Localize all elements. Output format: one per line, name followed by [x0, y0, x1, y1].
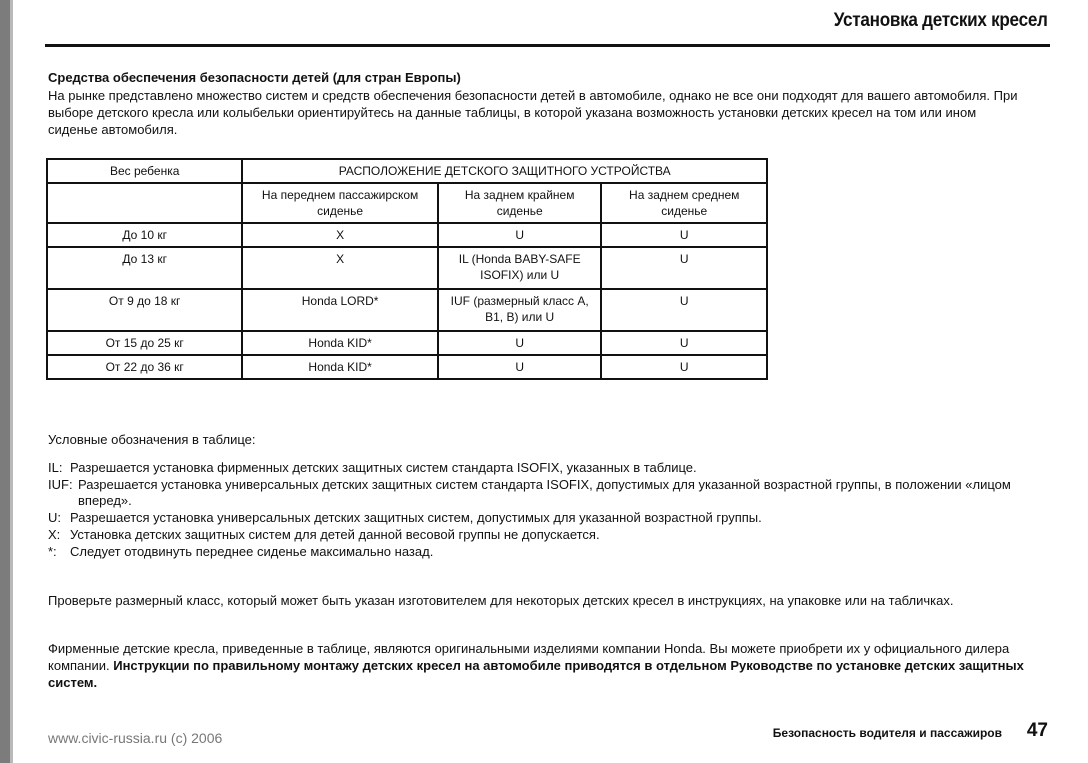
- rear-center-column-header: На заднем среднем сиденье: [601, 183, 767, 223]
- page-number: 47: [1026, 720, 1048, 741]
- legend-code: U:: [48, 510, 61, 525]
- front-seat-column-header: На переднем пассажирском сиденье: [242, 183, 438, 223]
- rear-outer-cell: U: [438, 355, 602, 379]
- table-row: [47, 355, 767, 379]
- page-title: Установка детских кресел: [834, 10, 1048, 31]
- front-seat-cell: Honda KID*: [242, 355, 438, 379]
- installation-instructions-text: Инструкции по правильному монтажу детских кресел на автомобиле приводятся в отдельном Руководстве по установке детских защитных систем.: [48, 658, 1024, 690]
- legend-text: Разрешается установка универсальных детских защитных систем, допустимых для указанной возрастной группы.: [70, 510, 762, 525]
- legend-item: [48, 477, 1038, 509]
- legend-title: Условные обозначения в таблице:: [48, 432, 256, 447]
- rear-outer-column-header: На заднем крайнем сиденье: [438, 183, 602, 223]
- front-seat-cell: Honda KID*: [242, 331, 438, 355]
- table-row: [47, 289, 767, 331]
- weight-cell: До 10 кг: [47, 223, 242, 247]
- legend-code: X:: [48, 527, 61, 542]
- legend-code: *:: [48, 544, 57, 559]
- rear-outer-cell: IUF (размерный класс A, B1, B) или U: [438, 289, 602, 331]
- child-seat-table: [46, 158, 768, 380]
- weight-cell: От 22 до 36 кг: [47, 355, 242, 379]
- rear-center-cell: U: [601, 247, 767, 289]
- front-seat-cell: Honda LORD*: [242, 289, 438, 331]
- original-seats-note: [48, 640, 1043, 691]
- front-seat-cell: X: [242, 223, 438, 247]
- rear-outer-cell: U: [438, 331, 602, 355]
- page-binding-edge: [0, 0, 10, 763]
- size-class-note: Проверьте размерный класс, который может быть указан изготовителем для некоторых детских кресел в инструкциях, на упаковке или на табличках.: [48, 593, 954, 608]
- page-binding-shadow: [10, 0, 13, 763]
- original-seats-text: Фирменные детские кресла, приведенные в таблице, являются оригинальными изделиями компании Honda. Вы можете приобрети их у официального дилера компании.: [48, 641, 1010, 673]
- table-row: [47, 223, 767, 247]
- rear-center-cell: U: [601, 289, 767, 331]
- weight-cell: От 9 до 18 кг: [47, 289, 242, 331]
- legend-item: [48, 527, 1038, 543]
- rear-center-cell: U: [601, 223, 767, 247]
- legend-item: [48, 544, 1038, 560]
- weight-cell: До 13 кг: [47, 247, 242, 289]
- section-heading: Средства обеспечения безопасности детей (для стран Европы): [48, 70, 461, 85]
- rear-center-cell: U: [601, 355, 767, 379]
- rear-center-cell: U: [601, 331, 767, 355]
- legend-text: Установка детских защитных систем для детей данной весовой группы не допускается.: [70, 527, 600, 542]
- legend-code: IUF:: [48, 477, 73, 492]
- legend-list: [48, 460, 1038, 561]
- rear-outer-cell: IL (Honda BABY-SAFE ISOFIX) или U: [438, 247, 602, 289]
- watermark-url: www.civic-russia.ru (c) 2006: [48, 730, 223, 746]
- rear-outer-cell: U: [438, 223, 602, 247]
- title-divider: [45, 44, 1050, 47]
- table-row: [47, 247, 767, 289]
- legend-text: Следует отодвинуть переднее сиденье максимально назад.: [70, 544, 434, 559]
- weight-cell: От 15 до 25 кг: [47, 331, 242, 355]
- legend-text: Разрешается установка фирменных детских защитных систем стандарта ISOFIX, указанных в таблице.: [70, 460, 697, 475]
- front-seat-cell: X: [242, 247, 438, 289]
- legend-item: [48, 460, 1038, 476]
- seat-position-group-header: РАСПОЛОЖЕНИЕ ДЕТСКОГО ЗАЩИТНОГО УСТРОЙСТВА: [242, 159, 767, 183]
- weight-header-spacer: [47, 183, 242, 223]
- weight-column-header: Вес ребенка: [47, 159, 242, 183]
- legend-code: IL:: [48, 460, 63, 475]
- legend-item: [48, 510, 1038, 526]
- intro-paragraph: На рынке представлено множество систем и средств обеспечения безопасности детей в автомобиле, однако не все они подходят для вашего автомобиля. При выборе детского кресла или колыбельки ориентируйтесь на данные таблицы, в которой указана возможность установки детских кресел на том или ином сиденье автомобиля.: [48, 88, 1018, 137]
- legend-text: Разрешается установка универсальных детских защитных систем стандарта ISOFIX, допустимых для указанной возрастной группы, в положении «лицом вперед».: [78, 477, 1011, 508]
- table-row: [47, 331, 767, 355]
- footer-section-title: Безопасность водителя и пассажиров: [772, 726, 1002, 740]
